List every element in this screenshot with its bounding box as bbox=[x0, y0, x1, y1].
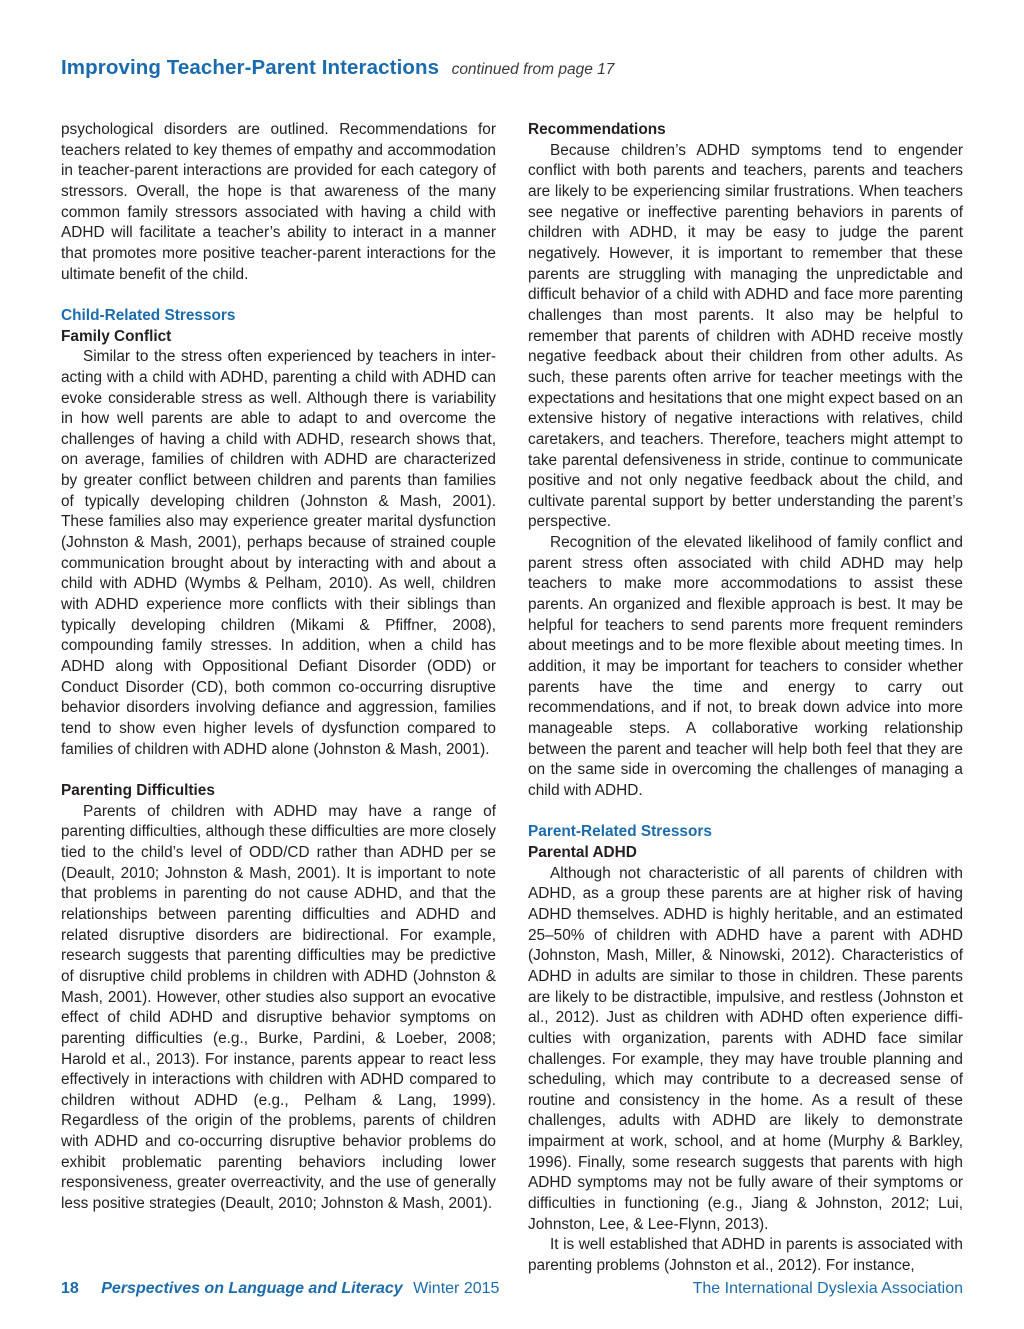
continued-note: continued from page 17 bbox=[451, 61, 615, 78]
parental-adhd-paragraph: Although not characteristic of all parents of children with ADHD, as a group these parents are at higher risk of having ADHD themselves. ADHD is highly heritable, and an estimated 25–50% of children with ADHD have a parent with ADHD (Johnston, Mash, Miller, & Ninowski, 2012). Characteristics of ADHD in adults are similar to those in children. These parents are likely to be distractible, impulsive, and restless (Johnston et al., 2012). Just as children with ADHD often experience difficulties with organization, parents with ADHD face similar challenges. For example, they may have trouble planning and scheduling, which may contribute to a decreased sense of routine and consistency in the home. As a result of these challenges, adults with ADHD are likely to demonstrate impairment at work, school, and at home (Murphy & Barkley, 1996). Finally, some research suggests that parents with high ADHD symptoms may not be fully aware of their symptoms or difficulties in functioning (e.g., Jiang & Johnston, 2012; Lui, Johnston, Lee, & Lee-Flynn, 2013). bbox=[528, 864, 963, 1233]
parental-adhd-paragraph-continued: It is well established that ADHD in parents is associated with parenting problems (Johnston et al., 2012). For instance, bbox=[528, 1236, 963, 1275]
intro-paragraph: psychological disorders are outlined. Recommendations for teachers related to key themes of empathy and accommodation in teacher-parent interactions are provided for each category of stressors. Overall, the hope is that awareness of the many common family stressors associated with having a child with ADHD will facilitate a teacher’s ability to interact in a manner that promotes more positive teacher-parent interactions for the ultimate benefit of the child. bbox=[61, 121, 496, 283]
recommendations-paragraph-1: Because children’s ADHD symptoms tend to engender conflict with both parents and teachers, parents and teachers are likely to be experiencing similar frustrations. When teachers see negative or ineffective parenting behaviors in parents of children with ADHD, it may be easy to judge the parent negatively. However, it is important to remember that these parents are struggling with managing the unpredictable and difficult behavior of a child with ADHD and face more parenting challenges than most parents. It also may be helpful to remember that parents of children with ADHD receive mostly negative feedback about their children from other adults. As such, these parents often arrive for teacher meetings with the expectations and hesitations that one might expect based on an extensive history of negative interactions with relatives, child caretakers, and teachers. Therefore, teachers might attempt to take parental defensiveness in stride, continue to communicate positive and not only negative feedback about the child, and cultivate parental support by better understanding the parent’s perspective. bbox=[528, 141, 963, 531]
page-footer bbox=[61, 1280, 963, 1298]
subheading-family-conflict: Family Conflict bbox=[61, 327, 172, 345]
publication-name: Perspectives on Language and Literacy bbox=[101, 1280, 403, 1297]
subheading-parental-adhd: Parental ADHD bbox=[528, 843, 637, 861]
issue-season: Winter 2015 bbox=[413, 1280, 500, 1297]
subheading-parenting-difficulties: Parenting Difficulties bbox=[61, 781, 215, 799]
subheading-recommendations: Recommendations bbox=[528, 121, 666, 138]
right-column bbox=[528, 120, 963, 1277]
running-head bbox=[61, 56, 614, 80]
recommendations-paragraph-2: Recognition of the elevated likelihood of family conflict and parent stress often associated with child ADHD may help teachers to make more accommodations to assist these parents. An organized and flexible approach is best. It may be helpful for teachers to send parents more frequent reminders about meetings and to be more flexible about meeting times. In addition, it may be important for teachers to consider whether parents have the time and energy to carry out recommendations, and if not, to break down advice into more manageable steps. A collaborative working relationship between the parent and teacher will help both feel that they are on the same side in overcoming the challenges of managing a child with ADHD. bbox=[528, 534, 963, 799]
page-number: 18 bbox=[61, 1280, 79, 1297]
section-heading-parent-stressors: Parent-Related Stressors bbox=[528, 823, 712, 841]
family-conflict-paragraph: Similar to the stress often experienced by teachers in interacting with a child with ADHD, parenting a child with ADHD can evoke considerable stress as well. Although there is variability in how well parents are able to adapt to and overcome the challenges of having a child with ADHD, research shows that, on average, families of children with ADHD are characterized by greater conflict between children and parents than families of typically developing children (Johnston & Mash, 2001). These families also may experience greater marital dysfunction (Johnston & Mash, 2001), perhaps because of strained couple communication brought about by interacting with and about a child with ADHD (Wymbs & Pelham, 2010). As well, children with ADHD experience more conflicts with their siblings than typically developing children (Mikami & Pfiffner, 2008), compounding family stresses. In addition, when a child has ADHD along with Oppositional Defiant Disorder (ODD) or Conduct Disorder (CD), both common co-occurring disruptive behavior disorders involving defiance and aggression, families tend to show even higher levels of dysfunction compared to families of children with ADHD alone (Johnston & Mash, 2001). bbox=[61, 348, 496, 758]
left-column bbox=[61, 120, 496, 1215]
section-heading-child-stressors: Child-Related Stressors bbox=[61, 306, 236, 324]
article-title: Improving Teacher-Parent Interactions bbox=[61, 56, 440, 79]
organization-name: The International Dyslexia Association bbox=[692, 1280, 963, 1297]
parenting-difficulties-paragraph: Parents of children with ADHD may have a range of parenting difficulties, although these difficulties are more closely tied to the child’s level of ODD/CD rather than ADHD per se (Deault, 2010; Johnston & Mash, 2001). It is important to note that problems in parenting do not cause ADHD, and that the relationships between parenting difficulties and ADHD and related disruptive disorders are bidirectional. For example, research suggests that parenting difficulties may be predictive of disruptive child problems in children with ADHD (Johnston & Mash, 2001). However, other studies also support an evocative effect of child ADHD and disruptive behavior symptoms on parenting difficulties (e.g., Burke, Pardini, & Loeber, 2008; Harold et al., 2013). For instance, parents appear to react less effectively in interactions with children with ADHD compared to children without ADHD (e.g., Pelham & Lang, 1999). Regardless of the origin of the problems, parents of children with ADHD and co-occurring disruptive behavior problems do exhibit problematic parenting behaviors including lower responsiveness, greater overreactivity, and the use of generally less positive strategies (Deault, 2010; Johnston & Mash, 2001). bbox=[61, 802, 496, 1213]
